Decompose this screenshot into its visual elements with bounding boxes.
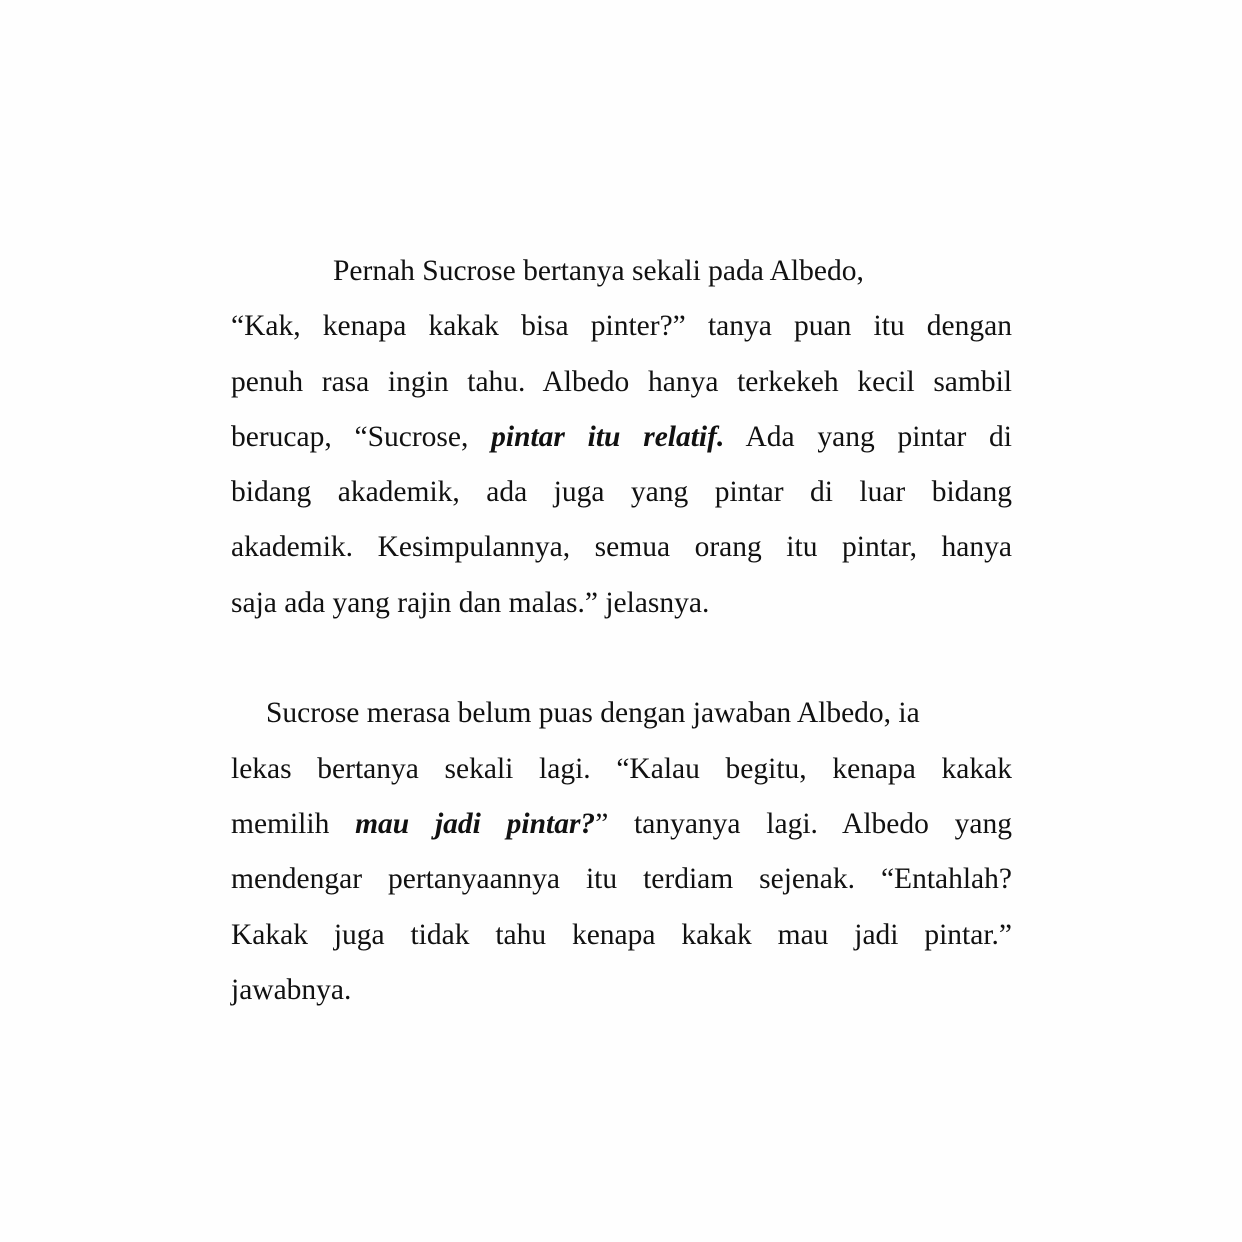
paragraph-2-line-5: Kakak juga tidak tahu kenapa kakak mau jadi pintar.” (231, 918, 1012, 951)
paragraph-1-line-1: Pernah Sucrose bertanya sekali pada Albedo, (333, 255, 864, 287)
paragraph-1-line-3: penuh rasa ingin tahu. Albedo hanya terkekeh kecil sambil (231, 365, 1012, 398)
paragraph-1-line-5: bidang akademik, ada juga yang pintar di luar bidang (231, 476, 1012, 509)
paragraph-spacer (231, 633, 1012, 688)
paragraph-2-line-4: mendengar pertanyaannya itu terdiam sejenak. “Entahlah? (231, 863, 1012, 896)
emphasis-mau-jadi-pintar: mau jadi pintar? (355, 807, 596, 840)
paragraph-1 (231, 246, 1012, 633)
paragraph-2-line-6: jawabnya. (231, 973, 352, 1006)
paragraph-1-line-6: akademik. Kesimpulannya, semua orang itu pintar, hanya (231, 531, 1012, 564)
document-page (231, 246, 1012, 1020)
paragraph-1-line-7: saja ada yang rajin dan malas.” jelasnya. (231, 586, 710, 619)
paragraph-1-line-4 (231, 412, 1012, 467)
paragraph-2-line-3 (231, 799, 1012, 854)
line-3-text-before: memilih (231, 807, 330, 840)
paragraph-2 (231, 688, 1012, 1020)
paragraph-2-line-1: Sucrose merasa belum puas dengan jawaban Albedo, ia (266, 697, 920, 730)
paragraph-1-line-2: “Kak, kenapa kakak bisa pinter?” tanya puan itu dengan (231, 310, 1012, 343)
emphasis-pintar-itu-relatif: pintar itu relatif. (491, 420, 725, 453)
line-4-text-after: Ada yang pintar di (745, 420, 1013, 453)
paragraph-2-line-2: lekas bertanya sekali lagi. “Kalau begitu, kenapa kakak (231, 752, 1012, 785)
line-3-text-after: ” tanyanya lagi. Albedo yang (595, 807, 1013, 840)
line-4-text-before: berucap, “Sucrose, (231, 420, 469, 453)
